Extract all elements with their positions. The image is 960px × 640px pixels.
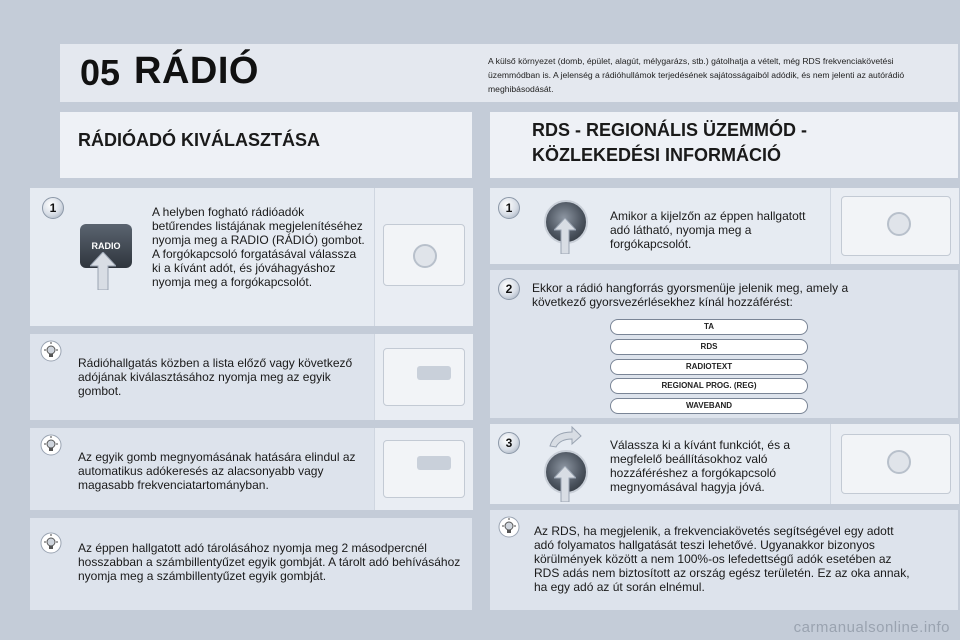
- reception-note: A külső környezet (domb, épület, alagút, mélygarázs, stb.) gátolhatja a vételt, még RDS frekvenciakövetési üzemmódban is. A jelenség a rádióhullámok terjedésének sajátosságaiból adódik, és nem jelenti az autórádió meghibásodását.: [488, 56, 905, 94]
- bulb-icon: [498, 516, 520, 538]
- menu-option-regional-prog[interactable]: REGIONAL PROG. (REG): [610, 378, 808, 394]
- bulb-icon: [40, 434, 62, 456]
- left-step1-text: A helyben fogható rádióadók betűrendes listájának megjelenítéséhez nyomja meg a RADIO (RÁDIÓ) gombot. A forgókapcsoló forgatásával válassza ki a kívánt adót, és jóváhagyáshoz nyomja meg a forgókapcsolót.: [152, 205, 365, 289]
- radio-panel-image: [830, 424, 959, 504]
- left-section-title: RÁDIÓADÓ KIVÁLASZTÁSA: [78, 130, 320, 150]
- step-badge: 1: [42, 197, 64, 219]
- chapter-number: 05: [80, 52, 121, 93]
- step-badge: 1: [498, 197, 520, 219]
- step-badge: 2: [498, 278, 520, 300]
- menu-option-ta[interactable]: TA: [610, 319, 808, 335]
- right-step2-text: Ekkor a rádió hangforrás gyorsmenüje jelenik meg, amely a következő gyorsvezérlésekhez kínál hozzáférést:: [532, 281, 849, 309]
- right-section-title: RDS - REGIONÁLIS ÜZEMMÓD - KÖZLEKEDÉSI INFORMÁCIÓ: [532, 120, 807, 165]
- press-arrow-icon: [554, 218, 576, 254]
- press-arrow-icon: [554, 466, 576, 502]
- menu-option-radiotext[interactable]: RADIOTEXT: [610, 359, 808, 375]
- left-tip3-text: Az éppen hallgatott adó tárolásához nyomja meg 2 másodpercnél hosszabban a számbillentyűzet egyik gombját. A tárolt adó behívásához nyomja meg a számbillentyűzet egyik gombját.: [78, 541, 461, 583]
- left-tip2-text: Az egyik gomb megnyomásának hatására elindul az automatikus adókeresés az alacsonyabb vagy magasabb frekvenciatartományban.: [78, 450, 356, 492]
- radio-panel-image: [374, 428, 473, 510]
- bulb-icon: [40, 340, 62, 362]
- footer-watermark: carmanualsonline.info: [793, 619, 950, 636]
- radio-panel-image: [830, 188, 959, 264]
- rotate-arrow-icon: [548, 426, 582, 448]
- left-tip1-text: Rádióhallgatás közben a lista előző vagy következő adójának kiválasztásához nyomja meg az egyik gombot.: [78, 356, 353, 398]
- right-tip-text: Az RDS, ha megjelenik, a frekvenciakövetés segítségével egy adott adó folyamatos hallgatását teszi lehetővé. Ugyanakkor bizonyos körülmények között a nem 100%-os lefedettségű adók esetében az RDS adás nem biztosított az ország egész területén. Ez az oka annak, ha egy adó az út során elnémul.: [534, 524, 910, 594]
- right-step3-text: Válassza ki a kívánt funkciót, és a megfelelő beállításokhoz való hozzáféréshez a forgókapcsoló megnyomásával hagyja jóvá.: [610, 438, 791, 494]
- chapter-title: RÁDIÓ: [134, 50, 259, 92]
- bulb-icon: [40, 532, 62, 554]
- press-arrow-icon: [90, 252, 116, 290]
- right-step1-text: Amikor a kijelzőn az éppen hallgatott adó látható, nyomja meg a forgókapcsolót.: [610, 209, 806, 251]
- radio-panel-image: [374, 188, 473, 326]
- radio-button-icon: RADIO: [80, 224, 132, 268]
- menu-option-waveband[interactable]: WAVEBAND: [610, 398, 808, 414]
- radio-panel-image: [374, 334, 473, 420]
- menu-option-rds[interactable]: RDS: [610, 339, 808, 355]
- step-badge: 3: [498, 432, 520, 454]
